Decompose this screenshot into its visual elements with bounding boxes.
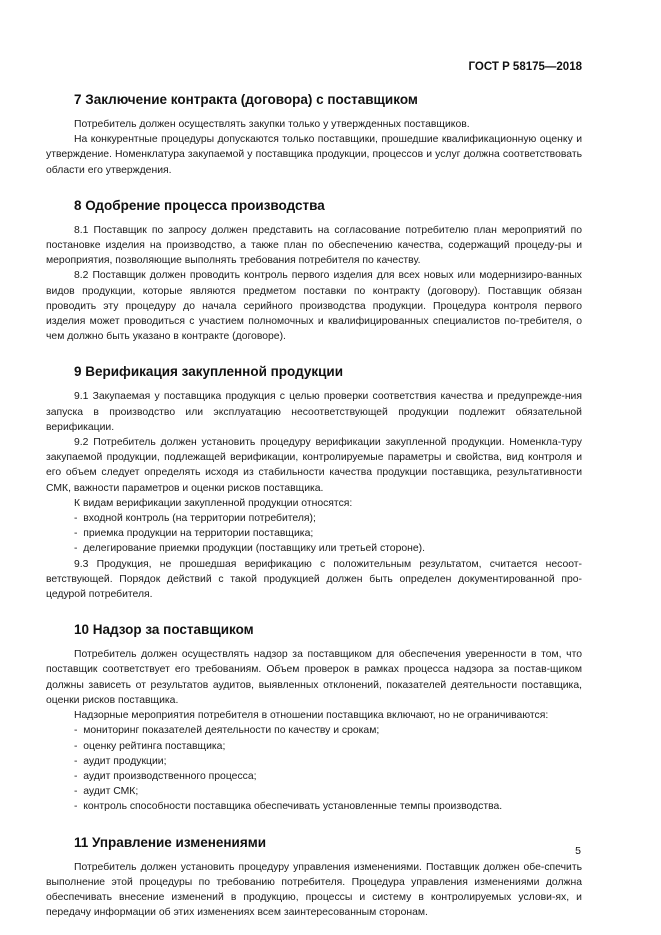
section-title: 9 Верификация закупленной продукции [74, 364, 343, 380]
list-item: - аудит продукции; [74, 755, 167, 767]
list-item-text: мониторинг показателей деятельности по качеству и срокам; [83, 725, 380, 737]
section-title: 11 Управление изменениями [74, 834, 266, 850]
list-item-text: аудит продукции; [83, 755, 167, 767]
list-item: - входной контроль (на территории потребителя); [74, 513, 316, 525]
paragraph: Потребитель должен осуществлять закупки только у утвержденных поставщиков. [74, 119, 470, 130]
section-10 [46, 622, 582, 814]
page-header-standard: ГОСТ Р 58175—2018 [468, 61, 582, 73]
paragraph: 9.3 Продукция, не прошедшая верификацию с положительным результатом, считается несоот-ветствующей. Порядок действий с такой продукцией должен быть определен документированной про-цедурой потребителя. [46, 558, 582, 601]
list-item: - мониторинг показателей деятельности по качеству и срокам; [74, 725, 380, 737]
section-title: 10 Надзор за поставщиком [74, 622, 254, 638]
list-item-text: оценку рейтинга поставщика; [83, 740, 226, 752]
list-item-text: входной контроль (на территории потребителя); [83, 513, 316, 525]
list-item: - контроль способности поставщика обеспечивать установленные темпы производства. [74, 801, 503, 813]
list-item: - оценку рейтинга поставщика; [74, 740, 226, 752]
paragraph: Потребитель должен установить процедуру управления изменениями. Поставщик должен обе-спечить выполнение этой процедуры по требованию потребителя. Процедура управления изменениями должна обеспечивать внесение изменений в продукцию, процессы и систему в контролируемых услови-ях, и передачу информации об этих изменениях всем заинтересованным сторонам. [46, 861, 582, 919]
page-number: 5 [575, 845, 581, 857]
section-7 [46, 92, 582, 178]
section-11 [46, 834, 582, 921]
paragraph: 9.1 Закупаемая у поставщика продукция с целью проверки соответствия качества и предупрежде-ния запуска в производство или эксплуатацию несоответствующей продукции подлежит обязательной верификации. [46, 391, 582, 433]
list-item-text: аудит СМК; [83, 786, 139, 798]
paragraph: На конкурентные процедуры допускаются только поставщики, прошедшие квалификационную оценку и утверждение. Номенклатура закупаемой у поставщика продукции, процессов и услуг должна соответствовать области его утверждения. [46, 134, 582, 176]
list-item: - аудит производственного процесса; [74, 770, 257, 782]
section-title: 7 Заключение контракта (договора) с поставщиком [74, 92, 418, 107]
paragraph: 9.2 Потребитель должен установить процедуру верификации закупленной продукции. Номенкла-туру закупаемой продукции, подлежащей верификации, контролируемые параметры и свойства, вид контроля и его объем следует определять исходя из стабильности качества продукции поставщика, результативности СМК, важности параметров и оценки рисков поставщика. [46, 437, 582, 494]
section-9 [46, 364, 582, 602]
list-item: - приемка продукции на территории поставщика; [74, 528, 314, 540]
document-body [46, 84, 582, 920]
section-8 [46, 197, 582, 345]
paragraph: К видам верификации закупленной продукции относятся: [74, 497, 353, 509]
section-title: 8 Одобрение процесса производства [74, 197, 325, 213]
list-item-text: аудит производственного процесса; [83, 770, 257, 782]
bullet-list [74, 723, 582, 814]
paragraph: Надзорные мероприятия потребителя в отношении поставщика включают, но не ограничиваются: [74, 710, 549, 722]
paragraph: 8.2 Поставщик должен проводить контроль первого изделия для всех новых или модернизиро-ванных видов продукции, которые являются предметом поставки по контракту (договору). Поставщик обязан проводить эту процедуру до начала серийного производства продукции. Процедура контроля первого изделия может проводиться с участием полномочных и квалифицированных специалистов по-требителя, о чем должно быть указано в контракте (договоре). [46, 270, 582, 343]
list-item-text: контроль способности поставщика обеспечивать установленные темпы производства. [83, 801, 503, 813]
paragraph: Потребитель должен осуществлять надзор за поставщиком для обеспечения уверенности в том, что поставщик соответствует его требованиям. Объем проверок в рамках процесса надзора за постав-щиком должны зависеть от результатов аудитов, выявленных отклонений, показателей деятельности поставщика, оценки рисков поставщика. [46, 649, 582, 706]
paragraph: 8.1 Поставщик по запросу должен представить на согласование потребителю план мероприятий по постановке изделия на производство, а также план по обеспечению качества, содержащий процеду-ры и мероприятия, позволяющие выполнять требования потребителя по качеству. [46, 224, 582, 267]
list-item-text: приемка продукции на территории поставщика; [83, 528, 314, 540]
list-item: - делегирование приемки продукции (поставщику или третьей стороне). [74, 543, 425, 555]
list-item-text: делегирование приемки продукции (поставщику или третьей стороне). [83, 543, 425, 555]
list-item: - аудит СМК; [74, 786, 139, 798]
bullet-list [74, 511, 582, 557]
